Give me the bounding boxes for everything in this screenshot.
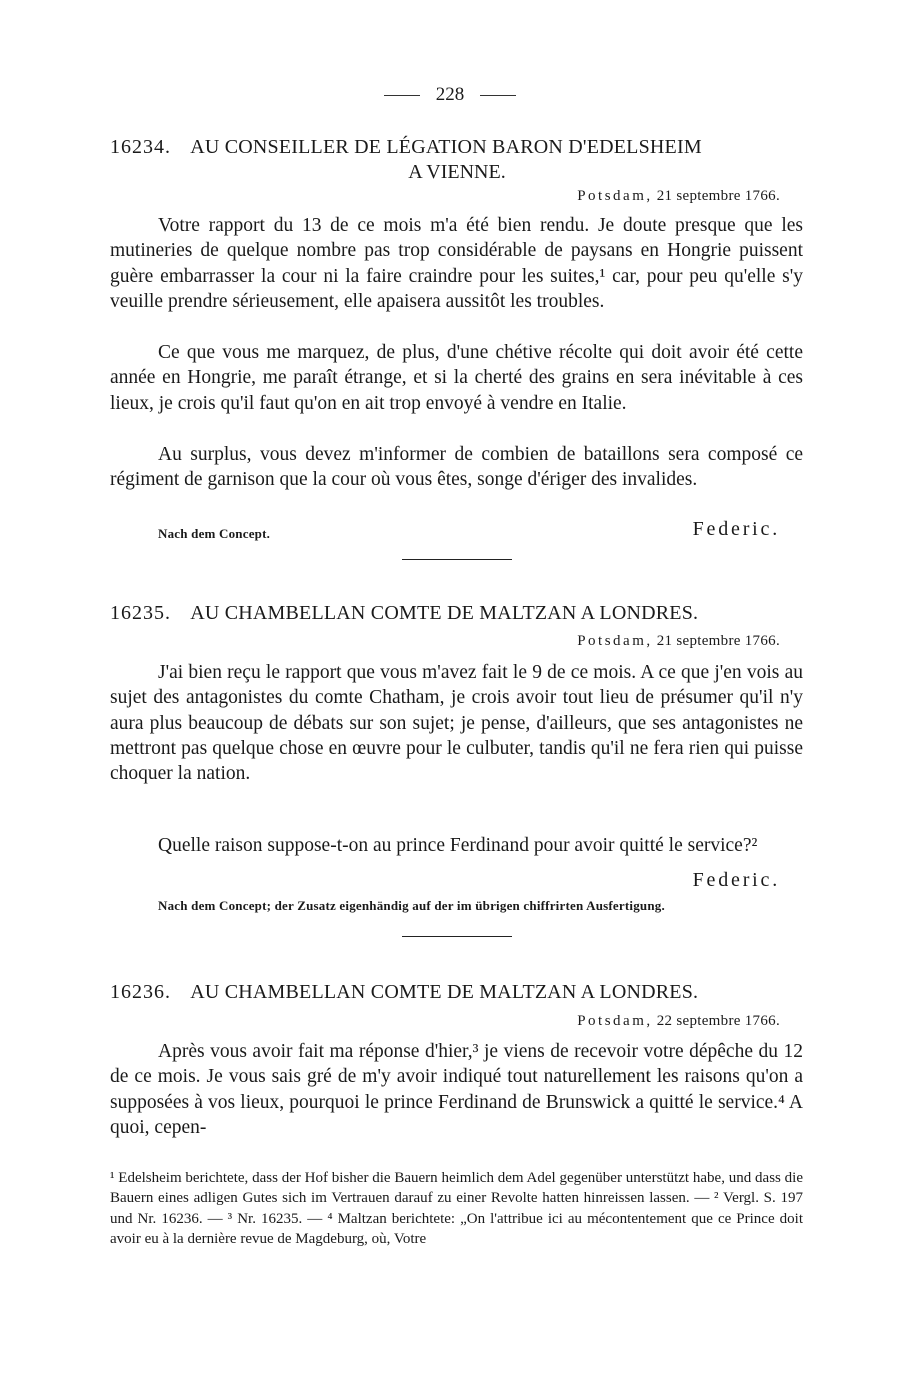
dateline-place: Potsdam, [577,188,653,204]
section-divider [402,936,512,937]
letter-recipient: AU CHAMBELLAN COMTE DE MALTZAN A LONDRES. [190,981,699,1003]
letter-number: 16235. [110,602,171,624]
dateline [577,188,780,205]
letter-heading-16235 [110,601,804,625]
source-note: Nach dem Concept. [158,526,271,541]
page-number-text: 228 [435,84,465,105]
letter-paragraph: Votre rapport du 13 de ce mois m'a été bien rendu. Je doute presque que les mutineries de quelque nombre pas trop considérable de paysans en Hongrie puissent guère embarrasser la cour ni la faire craindre pour les suites,¹ car, pour peu qu'elle s'y veuille prendre sérieusement, elle apaisera aussitôt les troubles. [110,215,803,312]
signature: Federic. [692,869,780,891]
dateline-date: 21 septembre 1766. [656,633,780,649]
dateline-date: 22 septembre 1766. [656,1013,780,1029]
letter-number: 16234. [110,136,171,158]
letter-recipient-line2: A VIENNE. [408,161,506,183]
page-number-dash-left [384,95,420,96]
letter-paragraph: J'ai bien reçu le rapport que vous m'avez fait le 9 de ce mois. A ce que j'en vois au sujet des antagonistes du comte Chatham, je crois avoir tout lieu de présumer qu'il n'y aura plus beaucoup de débats sur son sujet; je pense, d'ailleurs, que ses antagonistes ne mettront pas quelque chose en œuvre pour le culbuter, tandis qu'il ne fera rien qui puisse choquer la nation. [110,662,803,785]
source-note: Nach dem Concept; der Zusatz eigenhändig auf der im übrigen chiffrirten Ausfertigung. [158,898,665,913]
dateline [577,1013,780,1030]
signature: Federic. [692,518,780,540]
letter-paragraph: Après vous avoir fait ma réponse d'hier,³ je viens de recevoir votre dépêche du 12 de ce mois. Je vous sais gré de m'y avoir indiqué tout naturellement les raisons qu'on a supposées à vos lieux, pourquoi le prince Ferdinand de Brunswick a quitté le service.⁴ A quoi, cepen- [110,1041,803,1138]
letter-heading-16236 [110,980,804,1004]
letter-number: 16236. [110,981,171,1003]
letter-paragraph: Au surplus, vous devez m'informer de combien de bataillons sera composé ce régiment de garnison que la cour où vous êtes, songe d'ériger des invalides. [110,444,803,491]
letter-recipient: AU CHAMBELLAN COMTE DE MALTZAN A LONDRES. [190,602,699,624]
dateline-place: Potsdam, [577,633,653,649]
page-number-dash-right [480,95,516,96]
dateline-place: Potsdam, [577,1013,653,1029]
dateline [577,633,780,650]
footnotes: ¹ Edelsheim berichtete, dass der Hof bisher die Bauern heimlich dem Adel gegenüber unterstützt habe, und dass die Bauern eines adligen Gutes sich im Vertrauen darauf zu einer Revolte hatten hinreissen lassen. — ² Vergl. S. 197 und Nr. 16236. — ³ Nr. 16235. — ⁴ Maltzan berichtete: „On l'attribue ici au mécontentement que ce Prince doit avoir eu à la dernière revue de Magdeburg, où, Votre [110,1170,803,1248]
page-number [0,84,900,106]
section-divider [402,559,512,560]
dateline-date: 21 septembre 1766. [656,188,780,204]
letter-heading-16234 [110,135,804,159]
letter-paragraph: Ce que vous me marquez, de plus, d'une chétive récolte qui doit avoir été cette année en Hongrie, me paraît étrange, et si la cherté des grains en sera inévitable à ces lieux, je crois qu'il faut qu'on en ait trop envoyé à vendre en Italie. [110,342,803,414]
letter-recipient: AU CONSEILLER DE LÉGATION BARON D'EDELSHEIM [190,136,702,158]
letter-paragraph: Quelle raison suppose-t-on au prince Ferdinand pour avoir quitté le service?² [158,835,758,856]
